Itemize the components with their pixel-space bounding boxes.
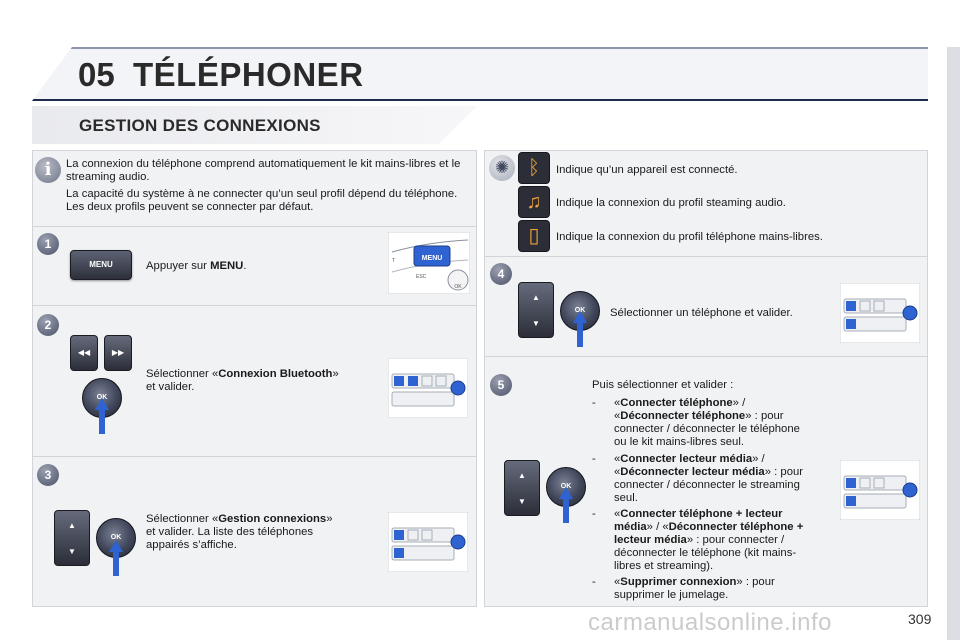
- light-bulb-icon: ✺: [489, 155, 515, 181]
- info-text-2: La capacité du système à ne connecter qu’un seul profil dépend du téléphone. Les deux profils peuvent se connecter par défaut.: [66, 188, 458, 213]
- list-dash: -: [592, 453, 596, 465]
- push-arrow-icon: [95, 398, 109, 434]
- up-arrow-icon[interactable]: ▲: [68, 521, 76, 530]
- ok-knob-step3[interactable]: OK: [96, 518, 136, 558]
- step-2-bold: Connexion Bluetooth: [218, 368, 333, 380]
- step-1-badge: 1: [37, 233, 59, 255]
- down-arrow-icon[interactable]: ▼: [532, 319, 540, 328]
- radio-illustration-menu: [388, 232, 470, 294]
- down-arrow-icon[interactable]: ▼: [518, 497, 526, 506]
- step-3-bold: Gestion connexions: [218, 513, 327, 525]
- radio-ok-label: OK: [454, 284, 462, 290]
- left-divider-3: [32, 456, 477, 457]
- music-note-icon: ♫: [518, 186, 550, 218]
- watermark: carmanualsonline.info: [588, 609, 832, 636]
- info-text-1: La connexion du téléphone comprend automatiquement le kit mains-libres et le streaming audio.: [66, 158, 461, 183]
- step-3-text: Sélectionner «Gestion connexions» et valider. La liste des téléphones appairés s’affiche.: [146, 513, 333, 551]
- right-divider-1: [484, 256, 928, 257]
- left-divider-1: [32, 226, 477, 227]
- step-3-badge: 3: [37, 464, 59, 486]
- step-2-badge: 2: [37, 314, 59, 336]
- up-arrow-icon[interactable]: ▲: [518, 471, 526, 480]
- header-corner-cut: [32, 47, 72, 101]
- push-arrow-icon: [109, 540, 123, 576]
- step-1-bold: MENU: [210, 260, 244, 272]
- ok-knob[interactable]: OK: [82, 378, 122, 418]
- list-item: «Connecter téléphone» / «Déconnecter téléphone» : pour connecter / déconnecter le téléphone ou le kit mains-libres seul.: [614, 397, 800, 448]
- seek-forward-button[interactable]: ▶▶: [104, 335, 132, 371]
- push-arrow-icon: [573, 311, 587, 347]
- up-down-buttons[interactable]: [54, 510, 90, 566]
- indicator-bluetooth-text: Indique qu’un appareil est connecté.: [556, 164, 738, 176]
- list-dash: -: [592, 397, 596, 409]
- step-4-badge: 4: [490, 263, 512, 285]
- radio-esc-label: ESC: [416, 274, 427, 280]
- seek-back-button[interactable]: ◀◀: [70, 335, 98, 371]
- step-1-text: Appuyer sur MENU.: [146, 260, 247, 272]
- step-5-badge: 5: [490, 374, 512, 396]
- menu-button[interactable]: MENU: [70, 250, 132, 280]
- info-icon: i: [35, 157, 61, 183]
- page-number: 309: [908, 611, 932, 627]
- step-4-text: Sélectionner un téléphone et valider.: [610, 307, 793, 319]
- up-arrow-icon[interactable]: ▲: [532, 293, 540, 302]
- down-arrow-icon[interactable]: ▼: [68, 547, 76, 556]
- chapter-title: TÉLÉPHONER: [133, 56, 364, 93]
- page-edge-rail: [947, 47, 960, 640]
- bluetooth-icon: ᛒ: [518, 152, 550, 184]
- radio-t-label: T: [392, 258, 396, 264]
- list-dash: -: [592, 576, 596, 588]
- ok-knob-step4[interactable]: OK: [560, 291, 600, 331]
- radio-illustration-step2: [388, 358, 468, 418]
- list-item: «Connecter lecteur média» / «Déconnecter lecteur média» : pour connecter / déconnecter le streaming seul.: [614, 453, 804, 504]
- right-divider-2: [484, 356, 928, 357]
- step-5-intro: Puis sélectionner et valider :: [592, 379, 734, 391]
- radio-menu-label: MENU: [421, 255, 443, 262]
- step-2-text: Sélectionner «Connexion Bluetooth» et valider.: [146, 368, 339, 393]
- up-down-buttons[interactable]: [504, 460, 540, 516]
- indicator-audio-text: Indique la connexion du profil steaming audio.: [556, 197, 786, 209]
- radio-illustration-step5: [840, 460, 920, 520]
- ok-knob-step5[interactable]: OK: [546, 467, 586, 507]
- up-down-buttons[interactable]: [518, 282, 554, 338]
- section-title: GESTION DES CONNEXIONS: [79, 116, 321, 135]
- seek-buttons: [70, 335, 132, 371]
- list-item: «Supprimer connexion» : pour supprimer le jumelage.: [614, 576, 775, 601]
- list-item: «Connecter téléphone + lecteur média» / «Déconnecter téléphone + lecteur média» : pour connecter / déconnecter le téléphone (kit mains- libres et streaming).: [614, 508, 804, 572]
- left-divider-2: [32, 305, 477, 306]
- list-dash: -: [592, 508, 596, 520]
- phone-icon: ▯: [518, 220, 550, 252]
- push-arrow-icon: [559, 487, 573, 523]
- radio-illustration-step4: [840, 283, 920, 343]
- radio-illustration-step3: [388, 512, 468, 572]
- chapter-number: 05: [78, 56, 115, 93]
- indicator-phone-text: Indique la connexion du profil téléphone mains-libres.: [556, 231, 823, 243]
